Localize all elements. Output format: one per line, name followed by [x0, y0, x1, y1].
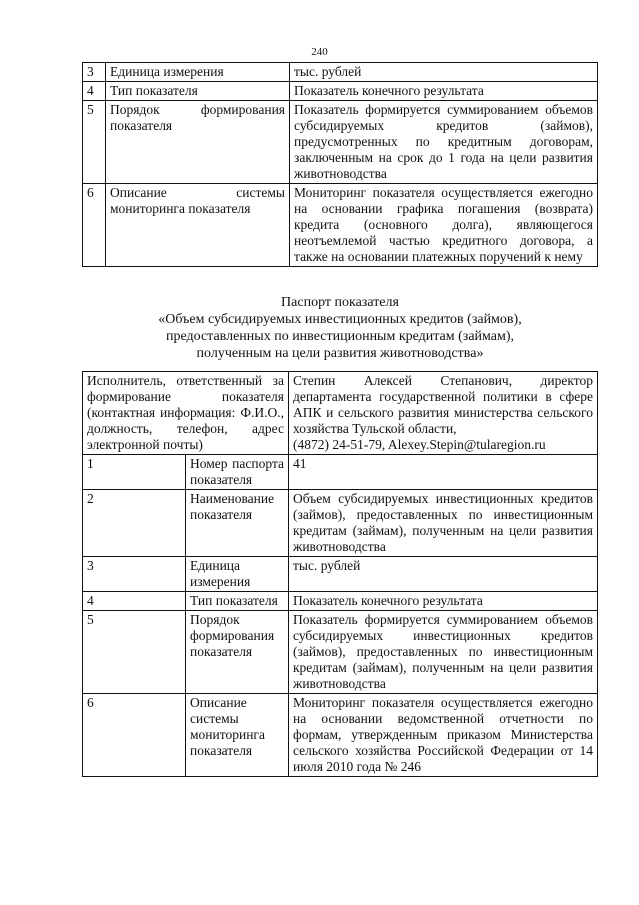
row-label: Номер паспорта показателя: [186, 455, 289, 490]
executor-value: [289, 372, 598, 455]
table-row: [83, 611, 598, 694]
row-value: Объем субсидируемых инвестиционных кредитов (займов), предоставленных по инвестиционным кредитам (займам), полученным на цели развития животноводства: [289, 490, 598, 557]
passport-name-line: «Объем субсидируемых инвестиционных кредитов (займов),: [158, 312, 522, 327]
table-row: [83, 455, 598, 490]
passport-name-line: полученным на цели развития животноводства»: [196, 346, 484, 361]
row-label: Единица измерения: [186, 557, 289, 592]
table-row: [83, 63, 598, 82]
row-value: Мониторинг показателя осуществляется ежегодно на основании ведомственной отчетности по формам, утвержденным приказом Министерства сельского хозяйства Российской Федерации от 14 июля 2010 года № 246: [289, 694, 598, 777]
indicator-table-1: [82, 62, 598, 267]
row-value: тыс. рублей: [289, 557, 598, 592]
table-row: [83, 82, 598, 101]
executor-label: Исполнитель, ответственный за формирование показателя (контактная информация: Ф.И.О., должность, телефон, адрес электронной почты): [83, 372, 289, 455]
row-label: Описание системы мониторинга показателя: [106, 184, 290, 267]
row-number: 2: [83, 490, 186, 557]
row-number: 5: [83, 611, 186, 694]
row-label: Порядок формирования показателя: [106, 101, 290, 184]
row-label: Порядок формирования показателя: [186, 611, 289, 694]
row-number: 3: [83, 557, 186, 592]
passport-name-line: предоставленных по инвестиционным кредитам (займам),: [165, 329, 515, 344]
row-label: Тип показателя: [106, 82, 290, 101]
row-value: Показатель формируется суммированием объемов субсидируемых кредитов (займов), предусмотренных по кредитным договорам, заключенным на срок до 1 года на цели развития животноводства: [290, 101, 598, 184]
row-value: Показатель конечного результата: [289, 592, 598, 611]
row-number: 5: [83, 101, 106, 184]
passport-heading: Паспорт показателя: [281, 295, 399, 310]
indicator-passport-table: [82, 371, 598, 777]
row-number: 4: [83, 82, 106, 101]
row-label: Наименование показателя: [186, 490, 289, 557]
executor-contact: (4872) 24-51-79, Alexey.Stepin@tularegion.ru: [293, 437, 546, 452]
row-value: Показатель формируется суммированием объемов субсидируемых инвестиционных кредитов (займов), предоставленных по инвестиционным кредитам (займам), полученным на цели развития животноводства: [289, 611, 598, 694]
row-value: тыс. рублей: [290, 63, 598, 82]
passport-title: [82, 294, 598, 362]
row-number: 1: [83, 455, 186, 490]
row-label: Тип показателя: [186, 592, 289, 611]
row-value: 41: [289, 455, 598, 490]
page-number: 240: [311, 46, 328, 58]
row-value: Мониторинг показателя осуществляется ежегодно на основании графика погашения (возврата) кредита (основного долга), являющегося неотъемлемой частью кредитного договора, а также на основании платежных поручений к нему: [290, 184, 598, 267]
row-number: 6: [83, 184, 106, 267]
executor-name: Степин Алексей Степанович, директор департамента государственной политики в сфере АПК и сельского развития министерства сельского хозяйства Тульской области,: [293, 373, 593, 436]
table-row: [83, 592, 598, 611]
table-row: [83, 694, 598, 777]
table-row: [83, 490, 598, 557]
row-number: 3: [83, 63, 106, 82]
row-value: Показатель конечного результата: [290, 82, 598, 101]
table-row: [83, 184, 598, 267]
table-row: [83, 557, 598, 592]
row-label: Единица измерения: [106, 63, 290, 82]
row-number: 4: [83, 592, 186, 611]
row-number: 6: [83, 694, 186, 777]
row-label: Описание системы мониторинга показателя: [186, 694, 289, 777]
table-row: [83, 101, 598, 184]
executor-row: [83, 372, 598, 455]
